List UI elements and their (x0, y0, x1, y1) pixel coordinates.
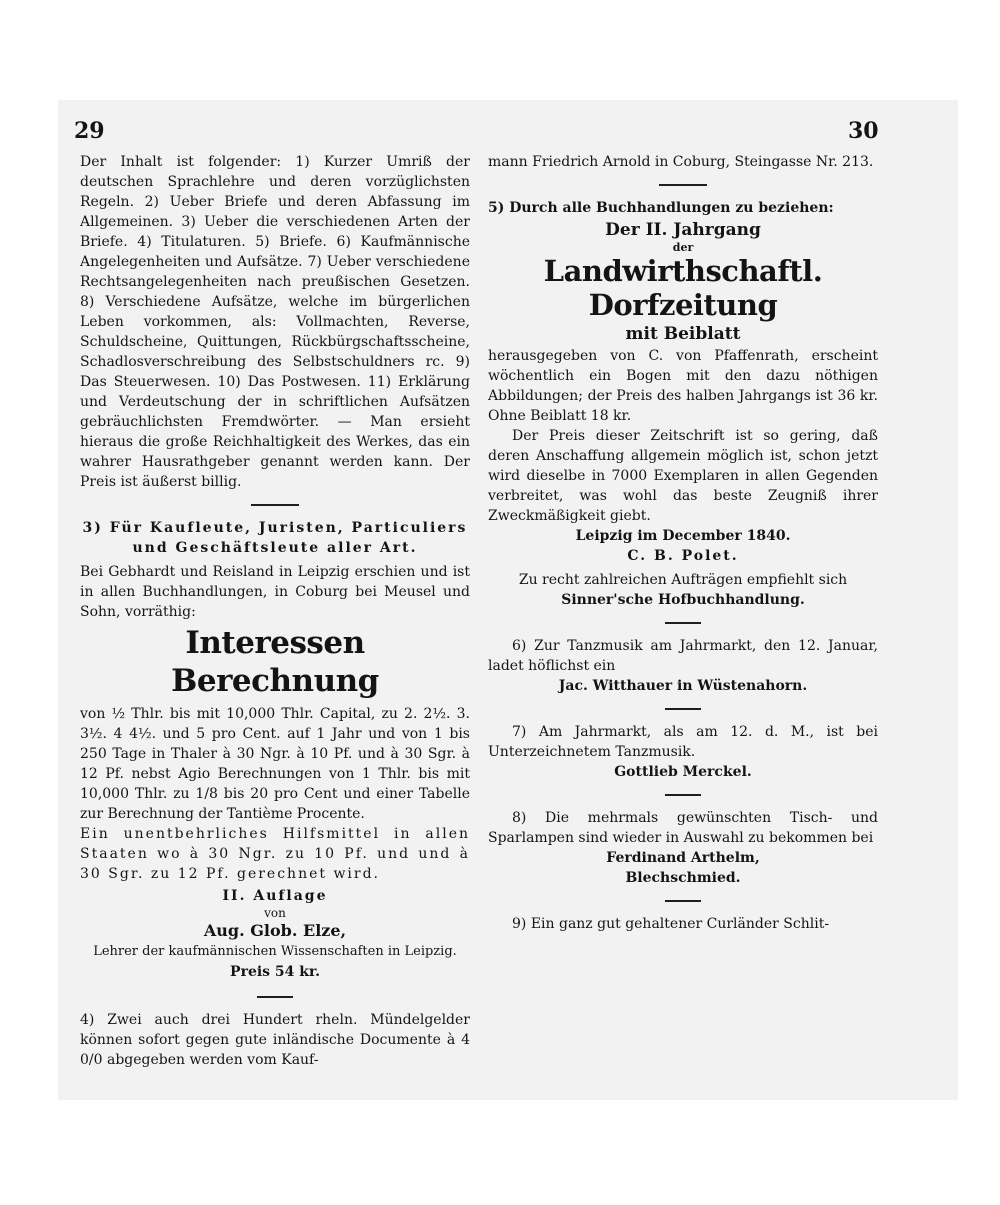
ad3-body: von ½ Thlr. bis mit 10,000 Thlr. Capital, zu 2. 2½. 3. 3½. 4 4½. und 5 pro Cent. auf 1 Jahr und von 1 bis 250 Tage in Thaler à 30 Ngr. à 10 Pf. und à 30 Sgr. à 12 Pf. nebst Agio Berechnungen von 1 Thlr. bis mit 10,000 Thlr. zu 1/8 bis 20 pro Cent und einer Tabelle zur Berechnung der Tantième Procente. (80, 706, 470, 822)
ad3-von: von (264, 906, 286, 920)
ad5-orders: Zu recht zahlreichen Aufträgen empfiehlt sich (518, 572, 848, 588)
ad5-publisher: C. B. Polet. (627, 548, 739, 564)
ad5-jahrgang: Der II. Jahrgang (605, 220, 761, 240)
ad5-line: 5) Durch alle Buchhandlungen zu beziehen: (488, 200, 834, 216)
ad8-signature-name: Ferdinand Arthelm, (606, 850, 760, 866)
section-divider (665, 622, 701, 624)
ad4-text: 4) Zwei auch drei Hundert rheln. Mündelgelder können sofort gegen gute inländische Documente à 4 0/0 abgegeben werden vom Kauf- (80, 1012, 470, 1068)
ad6-signature: Jac. Witthauer in Wüstenahorn. (558, 678, 808, 694)
ad9-text: 9) Ein ganz gut gehaltener Curländer Schlit- (512, 916, 830, 932)
section-divider (659, 184, 707, 186)
ad3-book-title: Interessen Berechnung (171, 625, 379, 699)
ad6-text: 6) Zur Tanzmusik am Jahrmarkt, den 12. Januar, ladet höflichst ein (488, 638, 878, 674)
section-divider (665, 794, 701, 796)
ad3-author-role: Lehrer der kaufmännischen Wissenschaften in Leipzig. (93, 944, 457, 959)
ad4-continuation: mann Friedrich Arnold in Coburg, Steingasse Nr. 213. (488, 154, 874, 170)
section-divider (257, 996, 293, 998)
left-column (80, 152, 470, 1070)
contents-text: Der Inhalt ist folgender: 1) Kurzer Umriß der deutschen Sprachlehre und deren vorzüglichsten Regeln. 2) Ueber Briefe und deren Abfassung im Allgemeinen. 3) Ueber die verschiedenen Arten der Briefe. 4) Titulaturen. 5) Briefe. 6) Kaufmännische Angelegenheiten und Aufsätze. 7) Ueber verschiedene Rechtsangelegenheiten nach preußischen Gesetzen. 8) Verschiedene Aufsätze, welche im bürgerlichen Leben vorkommen, als: Vollmachten, Reverse, Schuldscheine, Quittungen, Rückbürgschaftsscheine, Schadlosverschreibung des Selbstschuldners rc. 9) Das Steuerwesen. 10) Das Postwesen. 11) Erklärung und Verdeutschung der in schriftlichen Aufsätzen gebräuchlichsten Fremdwörter. — Man ersieht hieraus die große Reichhaltigkeit des Werkes, das ein wahrer Hausrathgeber genannt werden kann. Der Preis ist äußerst billig. (80, 154, 470, 490)
ad3-price: Preis 54 kr. (230, 964, 320, 980)
ad8-signature-trade: Blechschmied. (625, 870, 741, 886)
ad3-aid: Ein unentbehrliches Hilfsmittel in allen Staaten wo à 30 Ngr. zu 10 Pf. und und à 30 Sgr. zu 12 Pf. gerechnet wird. (80, 826, 470, 882)
ad5-body-2: Der Preis dieser Zeitschrift ist so gering, daß deren Anschaffung allgemein möglich ist, schon jetzt wird dieselbe in 7000 Exemplaren in allen Gegenden verbreitet, was wohl das beste Zeugniß ihrer Zweckmäßigkeit giebt. (488, 428, 878, 524)
contents-paragraph (80, 152, 470, 492)
ad3-heading: 3) Für Kaufleute, Juristen, Particuliers und Geschäftsleute aller Art. (82, 520, 468, 556)
ad5-beiblatt: mit Beiblatt (625, 324, 741, 344)
ad8-text: 8) Die mehrmals gewünschten Tisch- und Sparlampen sind wieder in Auswahl zu bekommen bei (488, 810, 878, 846)
section-divider (665, 900, 701, 902)
ad7-text: 7) Am Jahrmarkt, als am 12. d. M., ist bei Unterzeichnetem Tanzmusik. (488, 724, 878, 760)
ad5-newspaper-title: Landwirthschaftl. Dorfzeitung (543, 254, 823, 322)
page-number-left: 29 (74, 118, 105, 144)
section-divider (665, 708, 701, 710)
ad5-der: der (672, 241, 694, 254)
ad3-intro: Bei Gebhardt und Reisland in Leipzig erschien und ist in allen Buchhandlungen, in Coburg bei Meusel und Sohn, vorräthig: (80, 564, 470, 620)
ad5-body-1: herausgegeben von C. von Pfaffenrath, erscheint wöchentlich ein Bogen mit den dazu nöthigen Abbildungen; der Preis des halben Jahrgangs ist 36 kr. Ohne Beiblatt 18 kr. (488, 348, 878, 424)
right-column (488, 152, 878, 934)
section-divider (251, 504, 299, 506)
ad3-edition: II. Auflage (222, 888, 328, 904)
ad7-signature: Gottlieb Merckel. (614, 764, 752, 780)
ad3-author: Aug. Glob. Elze, (203, 921, 347, 940)
ad5-shop: Sinner'sche Hofbuchhandlung. (561, 592, 805, 608)
ad5-place-date: Leipzig im December 1840. (575, 528, 791, 544)
page-number-right: 30 (848, 118, 879, 144)
